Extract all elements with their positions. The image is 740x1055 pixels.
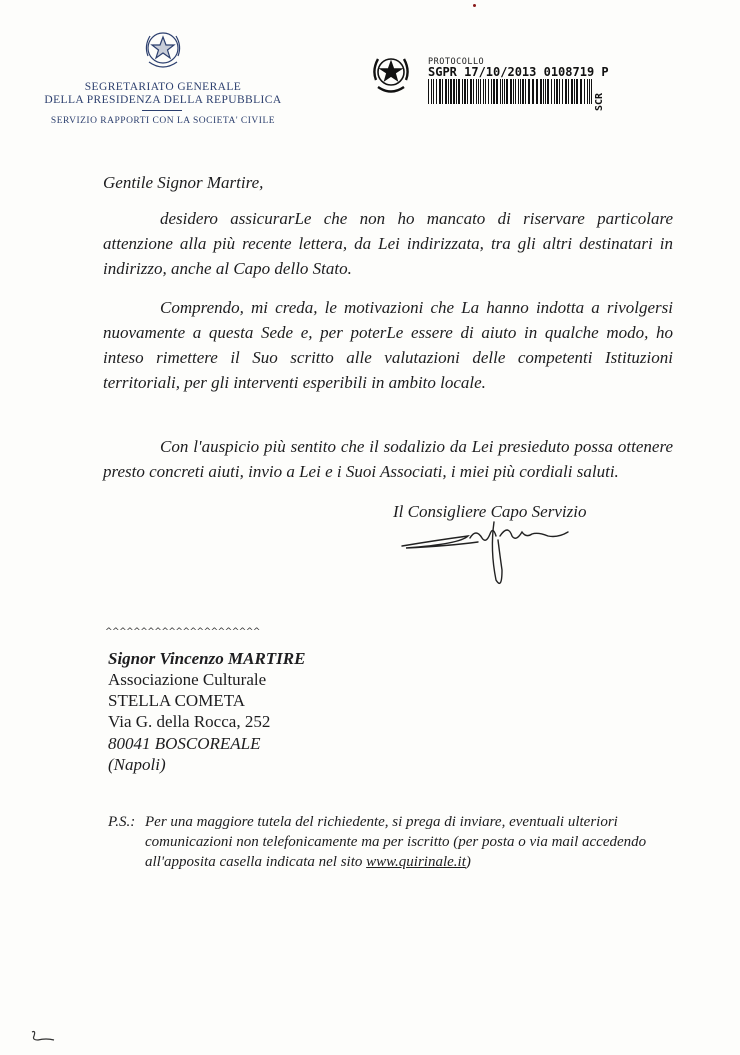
letterhead-line-1: SEGRETARIATO GENERALE (84, 81, 242, 93)
protocol-label: PROTOCOLLO (428, 57, 485, 67)
letter-paragraph-1: desidero assicurarLe che non ho mancato di riservare particolare attenzione alla più recente lettera, da Lei indirizzata, tra gli altri destinatari in indirizzo, anche al Capo dello Stato. (103, 209, 673, 278)
recipient-organization-name: STELLA COMETA (108, 691, 245, 710)
quirinale-link[interactable]: www.quirinale.it (366, 854, 466, 870)
protocol-office-code: SCR (594, 92, 605, 111)
separator: ^^^^^^^^^^^^^^^^^^^^^^ (105, 627, 260, 637)
italian-republic-emblem-icon (140, 26, 186, 74)
salutation: Gentile Signor Martire, (103, 173, 264, 192)
barcode-icon (428, 79, 592, 104)
postscript-label: P.S.: (108, 814, 136, 830)
letter-paragraph-3: Con l'auspicio più sentito che il sodalizio da Lei presieduto possa ottenere presto concreti aiuti, invio a Lei e i Suoi Associati, i miei più cordiali saluti. (103, 437, 673, 481)
recipient-city: 80041 BOSCOREALE (108, 734, 261, 753)
postscript-text: Per una maggiore tutela del richiedente, si prega di inviare, eventuali ulteriori comunicazioni non telefonicamente ma per iscritto (per posta o via mail accedendo all'apposita casella indicata nel sito (145, 814, 647, 870)
letterhead-line-2: DELLA PRESIDENZA DELLA REPUBBLICA (44, 94, 282, 106)
postscript-body (145, 812, 705, 872)
recipient-street: Via G. della Rocca, 252 (108, 712, 271, 731)
recipient-province: (Napoli) (108, 755, 166, 774)
stamp-emblem-icon (370, 50, 412, 96)
postscript-suffix: ) (465, 854, 471, 870)
ink-dot (473, 4, 476, 7)
recipient-name: Signor Vincenzo MARTIRE (108, 649, 306, 668)
signature-title: Il Consigliere Capo Servizio (393, 502, 587, 521)
letterhead-line-3: SERVIZIO RAPPORTI CON LA SOCIETA' CIVILE (50, 116, 276, 126)
letterhead-divider (142, 110, 182, 111)
handwritten-signature-icon (398, 520, 578, 592)
protocol-number: SGPR 17/10/2013 0108719 P (428, 65, 609, 79)
letter-paragraph-2: Comprendo, mi creda, le motivazioni che La hanno indotta a rivolgersi nuovamente a questa Sede e, per poterLe essere di aiuto in qualche modo, ho inteso rimettere il Suo scritto alle valutazioni delle competenti Istituzioni territoriali, per gli interventi esperibili in ambito locale. (103, 298, 673, 392)
handwritten-mark-icon (28, 1028, 56, 1044)
recipient-organization: Associazione Culturale (108, 670, 267, 689)
